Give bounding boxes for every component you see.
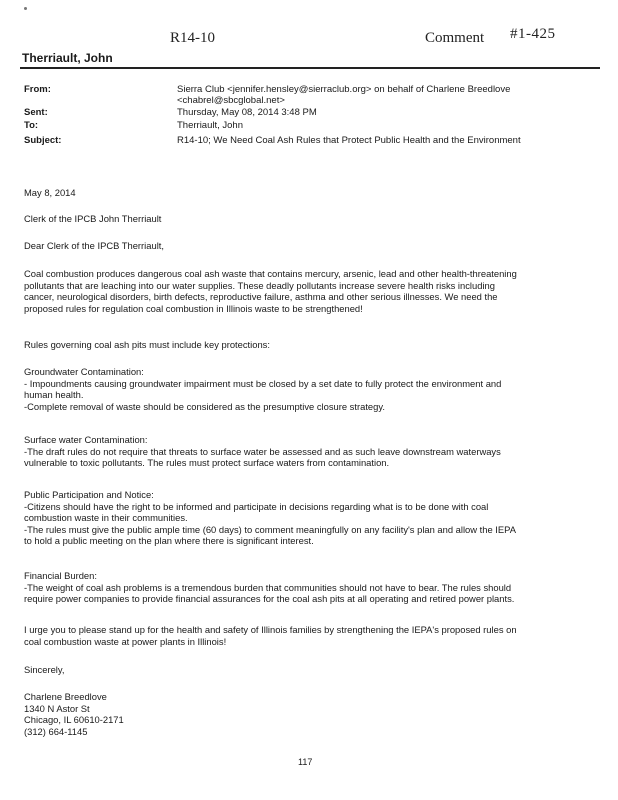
intro-paragraph — [24, 268, 596, 314]
signer-phone: (312) 664-1145 — [24, 725, 88, 737]
paragraph-line: cancer, neurological disorders, birth defects, reproductive failure, asthma and other serious illnesses. We need the — [24, 291, 498, 302]
section-line: require power companies to provide financial assurances for the coal ash pits at all operating and retired power plants. — [24, 593, 515, 604]
section-line: human health. — [24, 389, 84, 400]
paragraph-line: proposed rules for regulation coal combustion in Illinois waste to be strengthened! — [24, 302, 363, 314]
section-line: -The weight of coal ash problems is a tremendous burden that communities should not have to bear. The rules should — [24, 581, 512, 593]
scan-speck — [24, 7, 27, 10]
section-line: combustion waste in their communities. — [24, 512, 188, 523]
comment-number-stamp: #1-425 — [510, 26, 556, 42]
page-number: 117 — [298, 757, 313, 767]
to-value: Therriault, John — [177, 120, 244, 131]
closing-paragraph — [24, 624, 596, 647]
subject-value: R14-10; We Need Coal Ash Rules that Protect Public Health and the Environment — [177, 135, 521, 146]
paragraph-line: I urge you to please stand up for the health and safety of Illinois families by strengthening the IEPA's proposed rules on — [24, 624, 517, 635]
section-heading: Groundwater Contamination: — [24, 366, 144, 377]
surface-water-section — [24, 434, 596, 469]
to-row — [24, 120, 594, 131]
section-line: -Citizens should have the right to be informed and participate in decisions regarding what is to be done with coal — [24, 500, 489, 512]
paragraph-line: pollutants that are leaching into our water supplies. These deadly pollutants increase severe health risks including — [24, 279, 495, 291]
section-heading: Financial Burden: — [24, 570, 97, 581]
paragraph-line: coal combustion waste at power plants in Illinois! — [24, 635, 227, 647]
signer-street: 1340 N Astor St — [24, 702, 90, 714]
section-heading: Surface water Contamination: — [24, 434, 148, 445]
comment-label-stamp: Comment — [425, 30, 485, 46]
section-line: -The rules must give the public ample time (60 days) to comment meaningfully on any facility's plan and allow the IEPA — [24, 523, 516, 535]
from-value — [177, 84, 587, 106]
from-label: From: — [24, 84, 51, 95]
section-line: -Complete removal of waste should be considered as the presumptive closure strategy. — [24, 400, 385, 412]
section-line: -The draft rules do not require that threats to surface water be assessed and as such leave downstream waterways — [24, 445, 501, 457]
section-line: vulnerable to toxic pollutants. The rules must protect surface waters from contamination. — [24, 457, 390, 468]
groundwater-section — [24, 366, 596, 412]
letter-date: May 8, 2014 — [24, 187, 76, 198]
sent-label: Sent: — [24, 107, 48, 118]
section-line: to hold a public meeting on the plan where there is significant interest. — [24, 535, 314, 546]
greeting: Dear Clerk of the IPCB Therriault, — [24, 240, 164, 251]
subject-row — [24, 135, 594, 146]
document-id-stamp: R14-10 — [170, 30, 215, 46]
header-divider — [20, 67, 600, 69]
signer-name: Charlene Breedlove — [24, 691, 107, 702]
financial-burden-section — [24, 570, 596, 605]
addressee: Clerk of the IPCB John Therriault — [24, 213, 162, 224]
recipient-name: Therriault, John — [22, 51, 113, 65]
sent-value: Thursday, May 08, 2014 3:48 PM — [177, 107, 317, 118]
rules-intro: Rules governing coal ash pits must include key protections: — [24, 339, 270, 350]
section-heading: Public Participation and Notice: — [24, 489, 154, 500]
signature-block — [24, 691, 596, 737]
from-line: Sierra Club <jennifer.hensley@sierraclub.org> on behalf of Charlene Breedlove — [177, 84, 511, 95]
sent-row — [24, 107, 594, 118]
paragraph-line: Coal combustion produces dangerous coal ash waste that contains mercury, arsenic, lead and other health-threatening — [24, 268, 517, 279]
section-line: - Impoundments causing groundwater impairment must be closed by a set date to fully protect the environment and — [24, 377, 502, 389]
signer-city: Chicago, IL 60610-2171 — [24, 714, 124, 725]
from-row — [24, 84, 594, 106]
subject-label: Subject: — [24, 135, 62, 146]
from-line: <chabrel@sbcglobal.net> — [177, 95, 285, 106]
public-participation-section — [24, 489, 596, 547]
sign-off: Sincerely, — [24, 664, 65, 675]
to-label: To: — [24, 120, 39, 131]
